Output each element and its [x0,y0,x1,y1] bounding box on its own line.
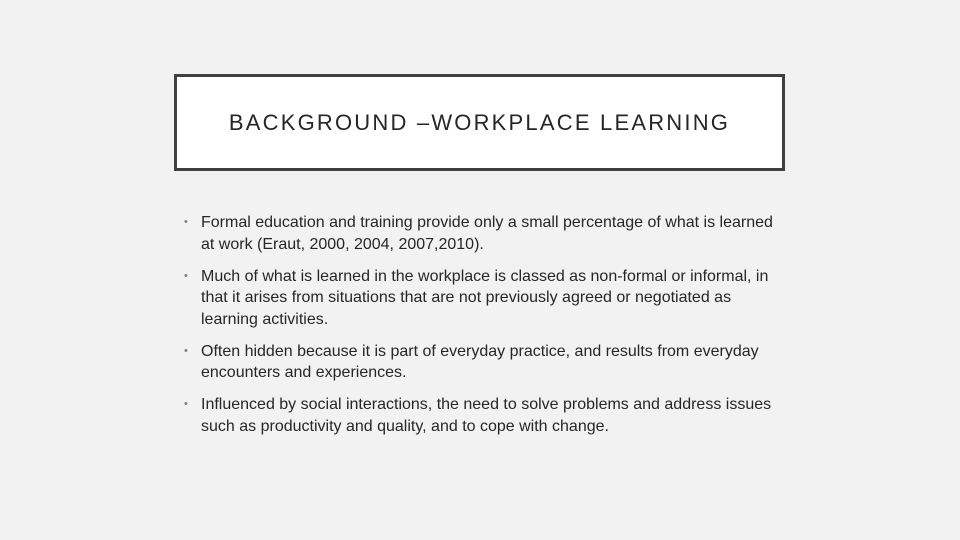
bullet-item [180,266,790,331]
bullet-item [180,394,790,437]
bullet-list [180,212,790,448]
bullet-text: Often hidden because it is part of everyday practice, and results from everyday encounters and experiences. [201,342,759,381]
bullet-dot-icon: • [184,216,188,228]
bullet-text: Much of what is learned in the workplace is classed as non-formal or informal, in that it arises from situations that are not previously agreed or negotiated as learning activities. [201,267,769,328]
bullet-item [180,212,790,255]
bullet-dot-icon: • [184,398,188,410]
title-box [174,74,785,171]
bullet-item [180,341,790,384]
bullet-text: Influenced by social interactions, the need to solve problems and address issues such as productivity and quality, and to cope with change. [201,396,772,435]
slide-title: BACKGROUND –WORKPLACE LEARNING [228,109,731,135]
bullet-dot-icon: • [184,344,188,357]
bullet-dot-icon: • [184,269,188,282]
bullet-text: Formal education and training provide only a small percentage of what is learned at work (Eraut, 2000, 2004, 2007,2010). [201,214,773,253]
